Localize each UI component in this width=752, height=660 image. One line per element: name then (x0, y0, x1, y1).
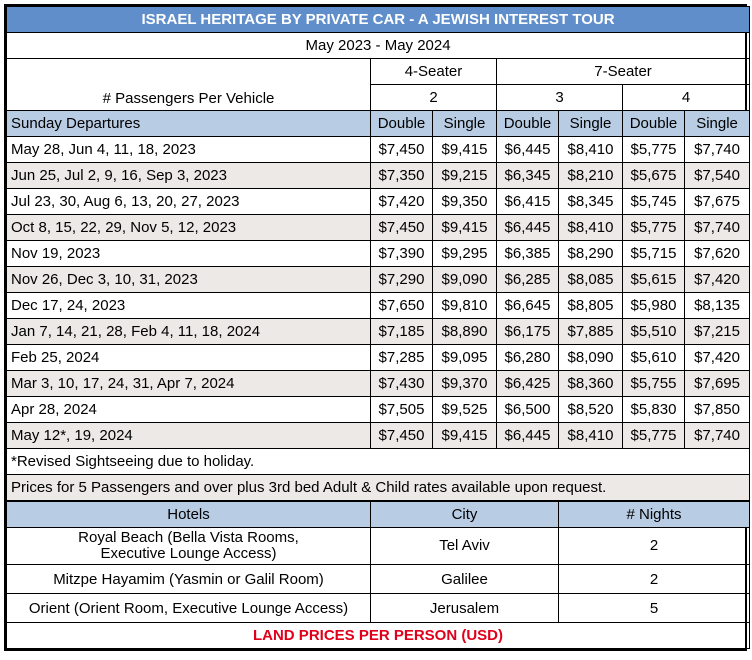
price-3-single: $8,410 (559, 423, 623, 449)
table-row (7, 371, 750, 397)
date-range: May 2023 - May 2024 (7, 33, 750, 59)
departure-dates: May 28, Jun 4, 11, 18, 2023 (7, 137, 371, 163)
price-4-single: $7,740 (685, 137, 750, 163)
single-header: Single (559, 111, 623, 137)
departure-dates: Jul 23, 30, Aug 6, 13, 20, 27, 2023 (7, 189, 371, 215)
hotels-table (6, 501, 750, 649)
price-2-double: $7,185 (371, 319, 433, 345)
table-row (7, 345, 750, 371)
price-2-double: $7,390 (371, 241, 433, 267)
hotel-name-line1: Royal Beach (Bella Vista Rooms, (78, 528, 299, 546)
passenger-count-4: 4 (623, 85, 750, 111)
hotel-nights: 2 (559, 528, 750, 565)
double-header: Double (623, 111, 685, 137)
four-seater-header: 4-Seater (371, 59, 497, 85)
departure-dates: Jun 25, Jul 2, 9, 16, Sep 3, 2023 (7, 163, 371, 189)
table-row (7, 215, 750, 241)
passenger-count-3: 3 (497, 85, 623, 111)
price-4-single: $7,420 (685, 267, 750, 293)
table-row (7, 189, 750, 215)
hotels-header: Hotels (7, 502, 371, 528)
table-row (7, 267, 750, 293)
double-header: Double (371, 111, 433, 137)
price-3-single: $7,885 (559, 319, 623, 345)
price-3-single: $8,520 (559, 397, 623, 423)
price-2-single: $9,095 (433, 345, 497, 371)
hotel-name: Orient (Orient Room, Executive Lounge Access) (7, 594, 371, 623)
table-row (7, 397, 750, 423)
price-2-double: $7,290 (371, 267, 433, 293)
price-2-single: $9,090 (433, 267, 497, 293)
price-2-single: $9,215 (433, 163, 497, 189)
price-2-double: $7,450 (371, 423, 433, 449)
footnote: *Revised Sightseeing due to holiday. (7, 449, 750, 475)
passengers-label: # Passengers Per Vehicle (7, 59, 371, 111)
price-3-double: $6,445 (497, 137, 559, 163)
price-4-single: $7,540 (685, 163, 750, 189)
price-2-double: $7,420 (371, 189, 433, 215)
tour-title: ISRAEL HERITAGE BY PRIVATE CAR - A JEWISH INTEREST TOUR (7, 7, 750, 33)
price-4-double: $5,775 (623, 137, 685, 163)
hotel-name: Mitzpe Hayamim (Yasmin or Galil Room) (7, 565, 371, 594)
price-3-single: $8,085 (559, 267, 623, 293)
departures-header: Sunday Departures (7, 111, 371, 137)
price-2-single: $9,810 (433, 293, 497, 319)
price-4-single: $7,740 (685, 423, 750, 449)
price-3-double: $6,345 (497, 163, 559, 189)
price-2-double: $7,350 (371, 163, 433, 189)
hotel-name-line2: Executive Lounge Access) (100, 545, 277, 562)
price-3-single: $8,805 (559, 293, 623, 319)
price-3-double: $6,415 (497, 189, 559, 215)
price-2-double: $7,450 (371, 215, 433, 241)
price-3-double: $6,285 (497, 267, 559, 293)
prices-note: Prices for 5 Passengers and over plus 3rd bed Adult & Child rates available upon request. (7, 475, 750, 501)
price-4-double: $5,775 (623, 215, 685, 241)
hotel-city: Jerusalem (371, 594, 559, 623)
double-header: Double (497, 111, 559, 137)
departure-dates: Mar 3, 10, 17, 24, 31, Apr 7, 2024 (7, 371, 371, 397)
departure-dates: Nov 19, 2023 (7, 241, 371, 267)
price-4-double: $5,755 (623, 371, 685, 397)
price-4-single: $7,850 (685, 397, 750, 423)
price-3-double: $6,445 (497, 423, 559, 449)
price-2-single: $9,415 (433, 215, 497, 241)
price-2-single: $9,370 (433, 371, 497, 397)
departure-dates: Dec 17, 24, 2023 (7, 293, 371, 319)
price-2-single: $9,415 (433, 137, 497, 163)
price-2-double: $7,285 (371, 345, 433, 371)
departure-dates: Oct 8, 15, 22, 29, Nov 5, 12, 2023 (7, 215, 371, 241)
table-row (7, 423, 750, 449)
seven-seater-header: 7-Seater (497, 59, 750, 85)
price-3-double: $6,645 (497, 293, 559, 319)
price-4-double: $5,610 (623, 345, 685, 371)
table-row (7, 137, 750, 163)
price-2-single: $8,890 (433, 319, 497, 345)
city-header: City (371, 502, 559, 528)
price-sheet (4, 4, 747, 651)
departure-dates: Jan 7, 14, 21, 28, Feb 4, 11, 18, 2024 (7, 319, 371, 345)
price-4-double: $5,510 (623, 319, 685, 345)
price-2-single: $9,350 (433, 189, 497, 215)
price-4-single: $7,620 (685, 241, 750, 267)
price-4-double: $5,615 (623, 267, 685, 293)
price-2-double: $7,505 (371, 397, 433, 423)
table-row (7, 319, 750, 345)
single-header: Single (685, 111, 750, 137)
price-3-single: $8,290 (559, 241, 623, 267)
nights-header: # Nights (559, 502, 750, 528)
departure-dates: Feb 25, 2024 (7, 345, 371, 371)
price-4-double: $5,675 (623, 163, 685, 189)
hotel-city: Tel Aviv (371, 528, 559, 565)
table-row (7, 163, 750, 189)
price-table (6, 6, 750, 501)
price-4-double: $5,980 (623, 293, 685, 319)
price-4-double: $5,830 (623, 397, 685, 423)
price-3-double: $6,385 (497, 241, 559, 267)
price-3-single: $8,210 (559, 163, 623, 189)
price-2-single: $9,415 (433, 423, 497, 449)
price-2-single: $9,295 (433, 241, 497, 267)
price-4-double: $5,775 (623, 423, 685, 449)
price-3-single: $8,090 (559, 345, 623, 371)
price-3-single: $8,360 (559, 371, 623, 397)
price-2-single: $9,525 (433, 397, 497, 423)
price-4-single: $7,420 (685, 345, 750, 371)
price-2-double: $7,450 (371, 137, 433, 163)
price-3-double: $6,280 (497, 345, 559, 371)
price-4-double: $5,715 (623, 241, 685, 267)
departure-rows (7, 137, 750, 449)
price-3-single: $8,345 (559, 189, 623, 215)
price-4-single: $7,215 (685, 319, 750, 345)
departure-dates: May 12*, 19, 2024 (7, 423, 371, 449)
single-header: Single (433, 111, 497, 137)
price-3-single: $8,410 (559, 215, 623, 241)
price-3-double: $6,445 (497, 215, 559, 241)
hotel-nights: 2 (559, 565, 750, 594)
hotel-city: Galilee (371, 565, 559, 594)
price-4-single: $7,675 (685, 189, 750, 215)
price-4-double: $5,745 (623, 189, 685, 215)
price-4-single: $8,135 (685, 293, 750, 319)
price-2-double: $7,430 (371, 371, 433, 397)
departure-dates: Nov 26, Dec 3, 10, 31, 2023 (7, 267, 371, 293)
land-prices-footer: LAND PRICES PER PERSON (USD) (7, 623, 750, 649)
passenger-count-2: 2 (371, 85, 497, 111)
price-3-single: $8,410 (559, 137, 623, 163)
hotel-name (7, 528, 371, 565)
price-2-double: $7,650 (371, 293, 433, 319)
price-3-double: $6,425 (497, 371, 559, 397)
price-3-double: $6,500 (497, 397, 559, 423)
table-row (7, 293, 750, 319)
departure-dates: Apr 28, 2024 (7, 397, 371, 423)
table-row (7, 241, 750, 267)
price-4-single: $7,695 (685, 371, 750, 397)
price-4-single: $7,740 (685, 215, 750, 241)
hotel-nights: 5 (559, 594, 750, 623)
price-3-double: $6,175 (497, 319, 559, 345)
